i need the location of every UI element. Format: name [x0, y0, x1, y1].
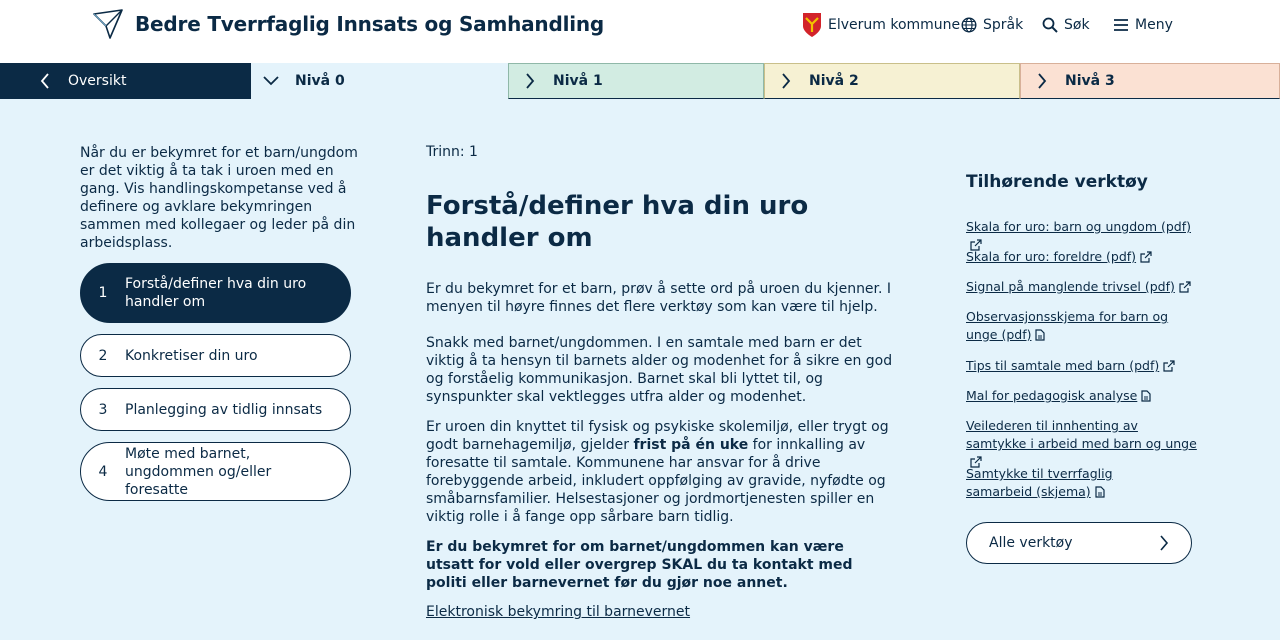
tool-link-label: Skala for uro: foreldre (pdf): [966, 249, 1137, 264]
step-number: 4: [98, 463, 108, 480]
step-number: 2: [98, 347, 108, 364]
step-1-button[interactable]: [80, 263, 351, 323]
site-title[interactable]: Bedre Tverrfaglig Innsats og Samhandling: [135, 12, 605, 36]
tab-niva-1-label: Nivå 1: [553, 73, 603, 89]
tool-link-label: Skala for uro: barn og ungdom (pdf): [966, 219, 1191, 234]
step-label: Forstå/definer hva din uro handler om: [125, 276, 307, 310]
tool-link-label: Tips til samtale med barn (pdf): [966, 358, 1160, 373]
tool-link-label: Signal på manglende trivsel (pdf): [966, 279, 1175, 294]
chevron-right-icon: [1159, 535, 1169, 551]
kommune-name: Elverum kommune: [828, 17, 961, 33]
tool-link-label: Mal for pedagogisk analyse: [966, 388, 1138, 403]
search-button[interactable]: [1042, 12, 1090, 38]
tab-niva-0[interactable]: [251, 63, 508, 99]
chevron-right-icon: [1037, 73, 1047, 89]
step-label: Møte med barnet, ungdommen og/eller foresatte: [125, 445, 272, 498]
search-label: Søk: [1064, 17, 1090, 33]
warning-paragraph: Er du bekymret for om barnet/ungdommen kan være utsatt for vold eller overgrep SKAL du ta kontakt med politi eller barnevernet før du gjør noe annet.: [426, 539, 853, 591]
paper-plane-logo-icon[interactable]: [92, 8, 124, 40]
chevron-right-icon: [781, 73, 791, 89]
step-number: 1: [98, 285, 108, 301]
globe-icon: [961, 17, 977, 33]
step-indicator: Trinn: 1: [426, 144, 478, 160]
tool-link-6[interactable]: [966, 387, 1206, 405]
intro-text: Når du er bekymret for et barn/ungdom er det viktig å ta tak i uroen med en gang. Vis handlingskompetanse ved å definere og avklare bekymringen sammen med kollegaer og leder på din arbeidsplass.: [80, 145, 358, 251]
tool-link-4[interactable]: [966, 308, 1186, 344]
language-button[interactable]: [961, 12, 1023, 38]
kommune-link[interactable]: [802, 12, 960, 38]
tool-link-2[interactable]: [966, 248, 1206, 266]
step-label: Konkretiser din uro: [125, 347, 258, 364]
step-3-button[interactable]: [80, 388, 351, 431]
external-link-icon: [1163, 360, 1175, 372]
chevron-down-icon: [263, 76, 279, 86]
paragraph-1: Er du bekymret for et barn, prøv å sette ord på uroen du kjenner. I menyen til høyre finnes det flere verktøy som kan være til hjelp.: [426, 281, 892, 315]
tool-link-label: Veilederen til innhenting av samtykke i arbeid med barn og unge: [966, 418, 1197, 451]
external-link-icon: [1140, 251, 1152, 263]
paragraph-3: [426, 418, 896, 526]
tool-link-3[interactable]: [966, 278, 1206, 296]
document-icon: [1095, 486, 1105, 498]
step-list: [80, 263, 351, 512]
step-label: Planlegging av tidlig innsats: [125, 401, 323, 418]
chevron-right-icon: [525, 73, 535, 89]
language-label: Språk: [983, 17, 1024, 33]
tab-niva-2[interactable]: [764, 63, 1020, 99]
all-tools-button[interactable]: [966, 522, 1192, 564]
step-4-button[interactable]: [80, 442, 351, 501]
paragraph-3-end: for innkalling av foresatte til samtale. Kommunene har ansvar for å drive forebyggende arbeid, inkludert oppfølging av gravide, nyfødte og småbarnsfamilier. Helsestasjoner og jordmortjenesten spiller en viktig rolle i å fange opp sårbare barn tidlig.: [426, 437, 886, 525]
tool-link-7[interactable]: [966, 417, 1198, 471]
tab-niva-1[interactable]: [508, 63, 764, 99]
tab-niva-3[interactable]: [1020, 63, 1280, 99]
deadline-emphasis: frist på én uke: [633, 437, 749, 453]
paragraph-2: Snakk med barnet/ungdommen. I en samtale med barn er det viktig å ta hensyn til barnets alder og modenhet for å sikre en god og forståelig kommunikasjon. Barnet skal bli lyttet til, og synspunkter skal vektlegges utfra alder og modenhet.: [426, 335, 893, 405]
chevron-left-icon: [40, 73, 50, 89]
site-header: [0, 0, 1280, 63]
tool-link-5[interactable]: [966, 357, 1206, 375]
search-icon: [1042, 17, 1058, 33]
menu-button[interactable]: [1113, 12, 1173, 38]
tool-link-8[interactable]: [966, 465, 1176, 501]
tool-link-label: Samtykke til tverrfaglig samarbeid (skjema): [966, 466, 1113, 499]
external-link-icon: [1179, 281, 1191, 293]
electronic-concern-link[interactable]: Elektronisk bekymring til barnevernet: [426, 604, 691, 620]
page-title: Forstå/definer hva din uro handler om: [426, 191, 809, 253]
tools-heading: Tilhørende verktøy: [966, 172, 1148, 192]
level-navigation: [0, 63, 1280, 99]
document-icon: [1035, 329, 1045, 341]
step-2-button[interactable]: [80, 334, 351, 377]
tool-link-label: Observasjonsskjema for barn og unge (pdf): [966, 309, 1169, 342]
hamburger-menu-icon: [1113, 18, 1129, 32]
tab-niva-0-label: Nivå 0: [295, 73, 345, 89]
step-number: 3: [98, 401, 108, 418]
coat-of-arms-icon: [802, 12, 822, 38]
tab-oversikt[interactable]: [0, 63, 251, 99]
paragraph-3-start: Er uroen din knyttet til fysisk og psykiske skolemiljø, eller trygt og godt barnehagemiljø, gjelder: [426, 419, 889, 453]
menu-label: Meny: [1135, 17, 1173, 33]
tab-niva-2-label: Nivå 2: [809, 73, 859, 89]
document-icon: [1141, 390, 1151, 402]
all-tools-label: Alle verktøy: [989, 535, 1073, 551]
tab-oversikt-label: Oversikt: [68, 73, 127, 89]
tab-niva-3-label: Nivå 3: [1065, 73, 1115, 89]
